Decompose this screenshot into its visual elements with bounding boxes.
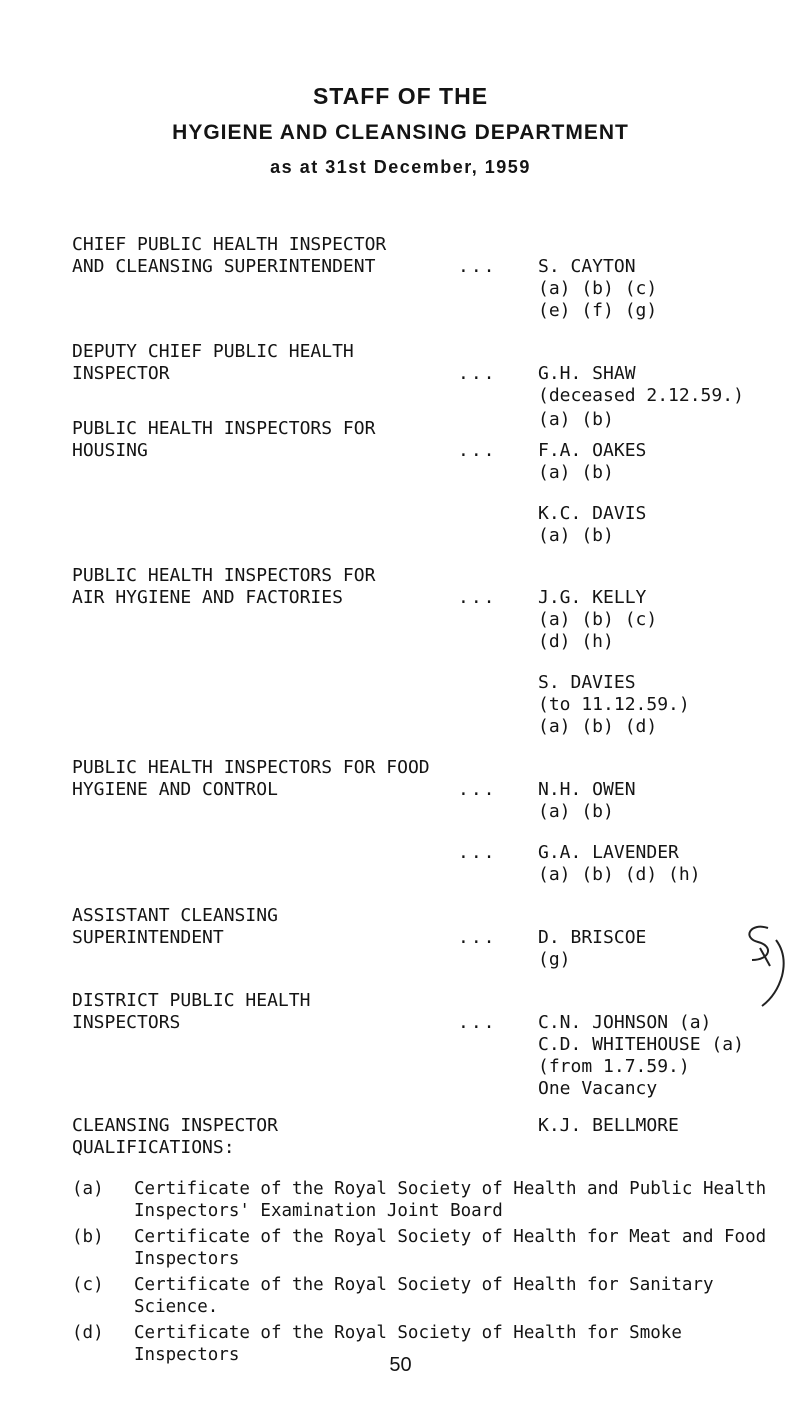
staff-name-lavender: G.A. LAVENDER bbox=[538, 842, 679, 863]
staff-quals-shaw: (a) (b) bbox=[538, 409, 614, 430]
qualification-text: Certificate of the Royal Society of Health for Smoke Inspectors bbox=[134, 1323, 682, 1365]
staff-quals-davis: (a) (b) bbox=[538, 525, 614, 546]
staff-note-whitehouse: (from 1.7.59.) bbox=[538, 1056, 690, 1077]
staff-quals-kelly-2: (d) (h) bbox=[538, 631, 614, 652]
staff-note-shaw: (deceased 2.12.59.) bbox=[538, 385, 744, 406]
qualification-item bbox=[72, 1178, 772, 1222]
qualifications-list bbox=[72, 1178, 772, 1370]
staff-note-davies: (to 11.12.59.) bbox=[538, 694, 690, 715]
staff-quals-cayton-2: (e) (f) (g) bbox=[538, 300, 658, 321]
role-district-line-1: DISTRICT PUBLIC HEALTH bbox=[72, 990, 311, 1011]
role-housing-line-1: PUBLIC HEALTH INSPECTORS FOR bbox=[72, 418, 376, 439]
role-assistant-cleansing-line-1: ASSISTANT CLEANSING bbox=[72, 905, 278, 926]
staff-quals-owen: (a) (b) bbox=[538, 801, 614, 822]
handwritten-initials bbox=[730, 920, 790, 1010]
staff-vacancy: One Vacancy bbox=[538, 1078, 658, 1099]
leader-dots: ... bbox=[458, 256, 497, 277]
staff-quals-oakes: (a) (b) bbox=[538, 462, 614, 483]
staff-quals-cayton-1: (a) (b) (c) bbox=[538, 278, 658, 299]
leader-dots: ... bbox=[458, 927, 497, 948]
role-housing-line-2: HOUSING bbox=[72, 440, 148, 461]
leader-dots: ... bbox=[458, 363, 497, 384]
staff-quals-lavender: (a) (b) (d) (h) bbox=[538, 864, 701, 885]
role-food-line-1: PUBLIC HEALTH INSPECTORS FOR FOOD bbox=[72, 757, 430, 778]
qualification-letter: (b) bbox=[72, 1227, 104, 1247]
staff-name-cayton: S. CAYTON bbox=[538, 256, 636, 277]
qualification-item bbox=[72, 1274, 772, 1318]
role-air-hygiene-line-2: AIR HYGIENE AND FACTORIES bbox=[72, 587, 343, 608]
role-food-line-2: HYGIENE AND CONTROL bbox=[72, 779, 278, 800]
staff-name-whitehouse: C.D. WHITEHOUSE (a) bbox=[538, 1034, 744, 1055]
leader-dots: ... bbox=[458, 1012, 497, 1033]
title-line-1: STAFF OF THE bbox=[312, 83, 489, 109]
role-deputy-line-2: INSPECTOR bbox=[72, 363, 170, 384]
role-district-line-2: INSPECTORS bbox=[72, 1012, 181, 1033]
staff-name-johnson: C.N. JOHNSON (a) bbox=[538, 1012, 712, 1033]
role-chief-line-2: AND CLEANSING SUPERINTENDENT bbox=[72, 256, 376, 277]
leader-dots: ... bbox=[458, 842, 497, 863]
staff-name-kelly: J.G. KELLY bbox=[538, 587, 647, 608]
staff-name-davies: S. DAVIES bbox=[538, 672, 636, 693]
staff-name-oakes: F.A. OAKES bbox=[538, 440, 647, 461]
staff-quals-davies: (a) (b) (d) bbox=[538, 716, 658, 737]
qualifications-heading: QUALIFICATIONS: bbox=[72, 1137, 235, 1158]
role-chief-line-1: CHIEF PUBLIC HEALTH INSPECTOR bbox=[72, 234, 387, 255]
qualification-letter: (d) bbox=[72, 1323, 104, 1343]
role-air-hygiene-line-1: PUBLIC HEALTH INSPECTORS FOR bbox=[72, 565, 376, 586]
qualification-letter: (a) bbox=[72, 1179, 104, 1199]
title-line-2: HYGIENE AND CLEANSING DEPARTMENT bbox=[172, 121, 629, 144]
leader-dots: ... bbox=[458, 587, 497, 608]
staff-name-briscoe: D. BRISCOE bbox=[538, 927, 647, 948]
page-number: 50 bbox=[389, 1354, 412, 1376]
qualification-text: Certificate of the Royal Society of Health for Meat and Food Inspectors bbox=[134, 1227, 767, 1269]
staff-quals-briscoe: (g) bbox=[538, 949, 571, 970]
role-assistant-cleansing-line-2: SUPERINTENDENT bbox=[72, 927, 224, 948]
role-cleansing-inspector: CLEANSING INSPECTOR bbox=[72, 1115, 278, 1136]
qualification-letter: (c) bbox=[72, 1275, 104, 1295]
qualification-text: Certificate of the Royal Society of Health for Sanitary Science. bbox=[134, 1275, 714, 1317]
staff-quals-kelly-1: (a) (b) (c) bbox=[538, 609, 658, 630]
title-line-3: as at 31st December, 1959 bbox=[270, 157, 531, 177]
qualification-text: Certificate of the Royal Society of Health and Public Health Inspectors' Examination Joint Board bbox=[134, 1179, 767, 1221]
staff-name-shaw: G.H. SHAW bbox=[538, 363, 636, 384]
staff-name-bellmore: K.J. BELLMORE bbox=[538, 1115, 679, 1136]
staff-name-davis: K.C. DAVIS bbox=[538, 503, 647, 524]
staff-name-owen: N.H. OWEN bbox=[538, 779, 636, 800]
role-deputy-line-1: DEPUTY CHIEF PUBLIC HEALTH bbox=[72, 341, 354, 362]
leader-dots: ... bbox=[458, 440, 497, 461]
leader-dots: ... bbox=[458, 779, 497, 800]
qualification-item bbox=[72, 1226, 772, 1270]
